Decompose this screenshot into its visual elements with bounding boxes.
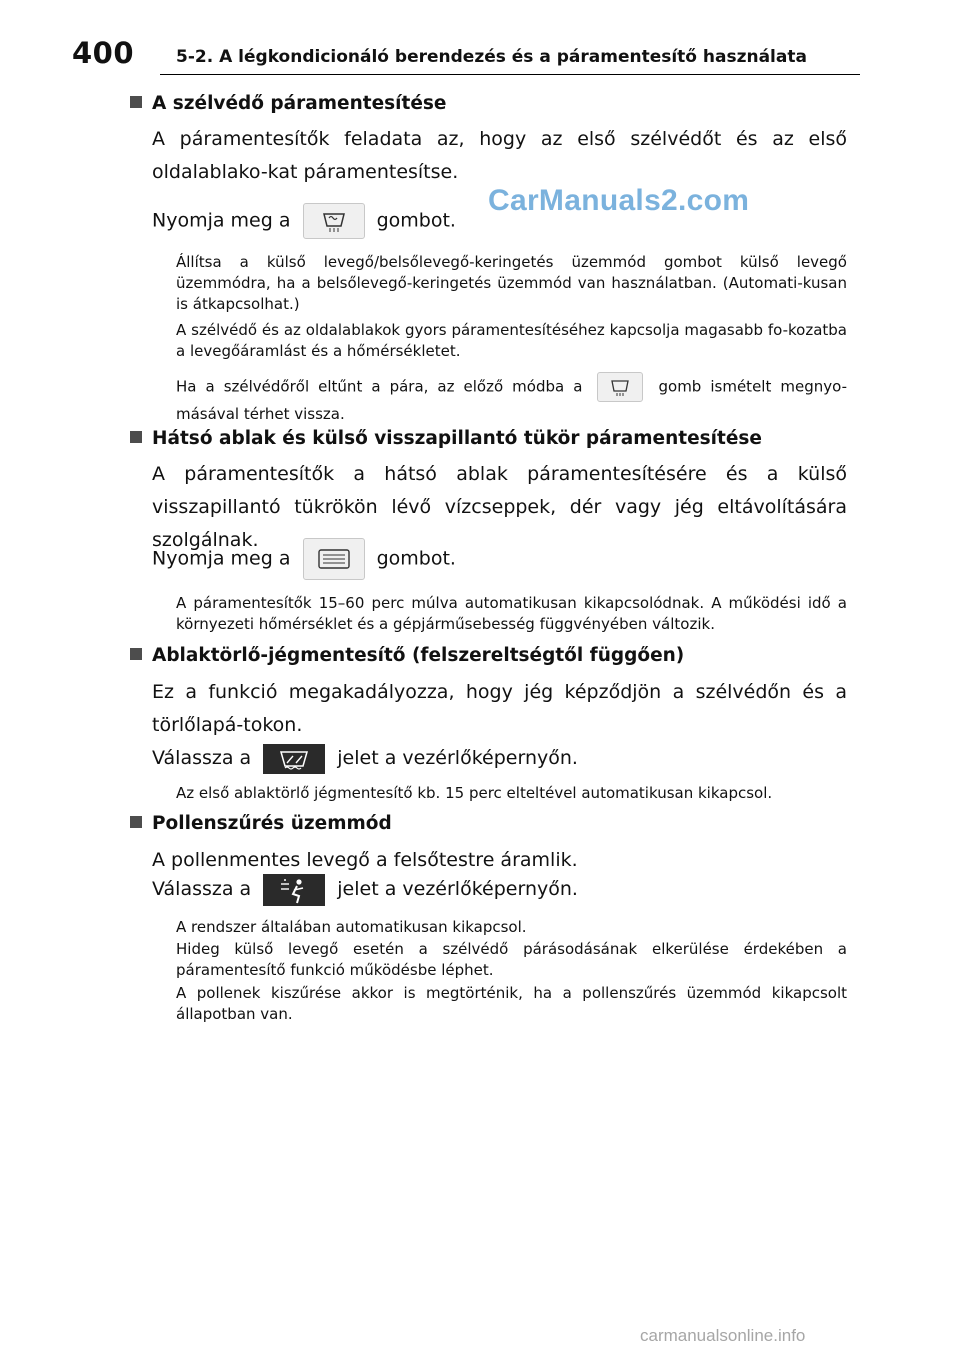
footer-watermark: carmanualsonline.info: [640, 1326, 806, 1345]
bullet-square-icon: [130, 648, 142, 660]
front-defroster-icon: [303, 203, 365, 239]
bullet-square-icon: [130, 96, 142, 108]
note-text: Állítsa a külső levegő/belsőlevegő-keringetés üzemmód gombot külső levegő üzemmódra, ha a belsőlevegő-keringetés üzemmód van használatban. (Automati-kusan is átkapcsolhat.): [176, 253, 847, 313]
section-body: A pollenmentes levegő a felsőtestre áramlik.: [152, 849, 578, 871]
page-number: 400: [72, 36, 135, 70]
section-heading-windshield: A szélvédő páramentesítése: [130, 93, 446, 114]
bullet-square-icon: [130, 816, 142, 828]
press-instruction: Válassza a jelet a vezérlőképernyőn.: [152, 742, 847, 775]
note-text: Az első ablaktörlő jégmentesítő kb. 15 perc elteltével automatikusan kikapcsol.: [176, 784, 773, 802]
section-body: A páramentesítők feladata az, hogy az első szélvédőt és az első oldalablako-kat páramentesítse.: [152, 128, 847, 183]
rear-defroster-icon: [303, 538, 365, 580]
watermark: CarManuals2.com: [488, 184, 750, 217]
press-instruction: Nyomja meg a gombot.: [152, 538, 847, 580]
section-heading-pollen: Pollenszűrés üzemmód: [130, 813, 392, 834]
note-text: A rendszer általában automatikusan kikapcsol.: [176, 918, 527, 936]
press-instruction: Nyomja meg a gombot.: [152, 203, 847, 239]
note-text: A pollenek kiszűrése akkor is megtörténik, ha a pollenszűrés üzemmód kikapcsolt állapotban van.: [176, 984, 847, 1023]
press-instruction: Válassza a jelet a vezérlőképernyőn.: [152, 873, 847, 906]
chapter-title: 5-2. A légkondicionáló berendezés és a páramentesítő használata: [176, 47, 807, 67]
note-text: Ha a szélvédőről eltűnt a pára, az előző módba a gomb ismételt megnyo-másával térhet vissza.: [176, 372, 847, 426]
front-defroster-icon: [597, 372, 643, 402]
note-text: A páramentesítők 15–60 perc múlva automatikusan kikapcsolódnak. A működési idő a környezeti hőmérséklet és a gépjárműsebesség függvényében változik.: [176, 594, 847, 633]
pollen-mode-icon: [263, 874, 325, 906]
section-body: A páramentesítők a hátsó ablak páramentesítésére és a külső visszapillantó tükrökön lévő vízcseppek, dér vagy jég eltávolítására szolgálnak.: [152, 463, 847, 551]
page-header: [0, 0, 960, 80]
bullet-square-icon: [130, 431, 142, 443]
note-text: Hideg külső levegő esetén a szélvédő párásodásának elkerülése érdekében a páramentesítő funkció működésbe léphet.: [176, 940, 847, 979]
header-rule: [160, 74, 860, 75]
note-text: A szélvédő és az oldalablakok gyors páramentesítéséhez kapcsolja magasabb fo-kozatba a levegőáramlást és a hőmérsékletet.: [176, 321, 847, 360]
section-heading-rear-window: Hátsó ablak és külső visszapillantó tükör páramentesítése: [130, 428, 762, 449]
wiper-deicer-icon: [263, 744, 325, 774]
section-heading-wiper-deicer: Ablaktörlő-jégmentesítő (felszereltségtől függően): [130, 645, 684, 666]
section-body: Ez a funkció megakadályozza, hogy jég képződjön a szélvédőn és a törlőlapá-tokon.: [152, 681, 847, 736]
